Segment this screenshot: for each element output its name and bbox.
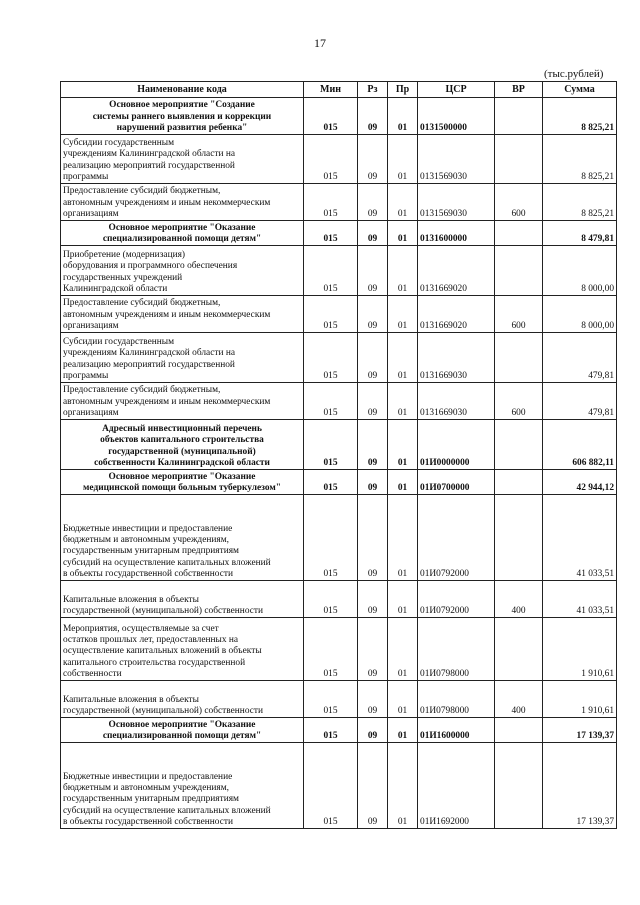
cell-rz: 09	[358, 135, 388, 184]
cell-csr: 01И0798000	[418, 618, 495, 681]
row-label: Субсидии государственным учреждениям Калининградской области на реализацию мероприятий государственной программы	[63, 337, 236, 381]
row-label: Предоставление субсидий бюджетным, автономным учреждениям и иным некоммерческим организациям	[63, 298, 271, 331]
cell-name	[61, 333, 304, 383]
cell-rz: 09	[358, 618, 388, 681]
cell-sum: 41 033,51	[543, 581, 617, 618]
cell-pr: 01	[388, 296, 418, 333]
cell-rz: 09	[358, 718, 388, 743]
cell-vr: 600	[495, 296, 543, 333]
cell-min: 015	[304, 296, 358, 333]
cell-rz: 09	[358, 420, 388, 470]
cell-min: 015	[304, 681, 358, 718]
cell-sum: 8 825,21	[543, 98, 617, 135]
cell-vr	[495, 333, 543, 383]
cell-csr: 0131669020	[418, 246, 495, 296]
cell-name	[61, 743, 304, 829]
cell-min: 015	[304, 420, 358, 470]
cell-sum: 8 825,21	[543, 184, 617, 221]
cell-name	[61, 246, 304, 296]
cell-rz: 09	[358, 383, 388, 420]
cell-csr: 0131669020	[418, 296, 495, 333]
cell-name	[61, 470, 304, 495]
cell-min: 015	[304, 246, 358, 296]
cell-name	[61, 618, 304, 681]
cell-pr: 01	[388, 333, 418, 383]
row-label: Основное мероприятие "Оказание специализированной помощи детям"	[102, 719, 262, 741]
cell-pr: 01	[388, 581, 418, 618]
cell-sum: 479,81	[543, 383, 617, 420]
cell-csr: 01И0798000	[418, 681, 495, 718]
header-name: Наименование кода	[61, 82, 304, 98]
cell-name	[61, 420, 304, 470]
cell-pr: 01	[388, 681, 418, 718]
cell-name	[61, 681, 304, 718]
cell-min: 015	[304, 470, 358, 495]
row-label: Бюджетные инвестиции и предоставление бюджетным и автономным учреждениям, государственным унитарным предприятиям субсидий на осуществление капитальных вложений в объекты государственной собственности	[63, 771, 271, 827]
budget-table	[60, 81, 617, 829]
table-row	[61, 135, 617, 184]
cell-rz: 09	[358, 296, 388, 333]
cell-vr	[495, 718, 543, 743]
cell-min: 015	[304, 98, 358, 135]
cell-pr: 01	[388, 246, 418, 296]
table-row	[61, 184, 617, 221]
table-body	[61, 98, 617, 829]
cell-sum: 41 033,51	[543, 495, 617, 581]
header-vr: ВР	[495, 82, 543, 98]
table-row	[61, 618, 617, 681]
cell-vr: 400	[495, 681, 543, 718]
cell-vr	[495, 98, 543, 135]
cell-vr: 400	[495, 581, 543, 618]
cell-name	[61, 184, 304, 221]
row-label: Предоставление субсидий бюджетным, автономным учреждениям и иным некоммерческим организациям	[63, 385, 271, 418]
cell-pr: 01	[388, 420, 418, 470]
row-label: Приобретение (модернизация) оборудования и программного обеспечения государственных учреждений Калининградской области	[63, 250, 238, 294]
cell-rz: 09	[358, 470, 388, 495]
cell-min: 015	[304, 135, 358, 184]
row-label: Основное мероприятие "Оказание медицинской помощи больным туберкулезом"	[83, 471, 281, 493]
header-sum: Сумма	[543, 82, 617, 98]
table-header-row	[61, 82, 617, 98]
row-label: Предоставление субсидий бюджетным, автономным учреждениям и иным некоммерческим организациям	[63, 186, 271, 219]
cell-name	[61, 296, 304, 333]
cell-vr	[495, 221, 543, 246]
cell-csr: 01И0000000	[418, 420, 495, 470]
row-label: Капитальные вложения в объекты государственной (муниципальной) собственности	[63, 594, 264, 616]
cell-csr: 01И0700000	[418, 470, 495, 495]
cell-rz: 09	[358, 495, 388, 581]
cell-vr	[495, 495, 543, 581]
row-label: Мероприятия, осуществляемые за счет остатков прошлых лет, предоставленных на осуществление капитальных вложений в объекты капитального строительства государственной собственности	[63, 623, 262, 679]
table-row	[61, 495, 617, 581]
cell-rz: 09	[358, 246, 388, 296]
cell-csr: 0131500000	[418, 98, 495, 135]
row-label: Бюджетные инвестиции и предоставление бюджетным и автономным учреждениям, государственным унитарным предприятиям субсидий на осуществление капитальных вложений в объекты государственной собственности	[63, 523, 271, 579]
table-row	[61, 246, 617, 296]
cell-csr: 0131569030	[418, 184, 495, 221]
cell-pr: 01	[388, 135, 418, 184]
cell-rz: 09	[358, 743, 388, 829]
cell-pr: 01	[388, 618, 418, 681]
cell-name	[61, 221, 304, 246]
table-row	[61, 333, 617, 383]
header-min: Мин	[304, 82, 358, 98]
cell-rz: 09	[358, 184, 388, 221]
table-row	[61, 383, 617, 420]
cell-sum: 1 910,61	[543, 618, 617, 681]
cell-csr: 01И1600000	[418, 718, 495, 743]
cell-min: 015	[304, 718, 358, 743]
header-rz: Рз	[358, 82, 388, 98]
cell-name	[61, 495, 304, 581]
cell-vr: 600	[495, 184, 543, 221]
cell-name	[61, 581, 304, 618]
cell-sum: 479,81	[543, 333, 617, 383]
table-row	[61, 470, 617, 495]
row-label: Субсидии государственным учреждениям Калининградской области на реализацию мероприятий государственной программы	[63, 138, 236, 182]
cell-name	[61, 718, 304, 743]
cell-pr: 01	[388, 470, 418, 495]
row-label: Основное мероприятие "Оказание специализированной помощи детям"	[102, 222, 262, 244]
cell-vr	[495, 135, 543, 184]
row-label: Адресный инвестиционный перечень объектов капитального строительства государственной (муниципальной) собственности Калининградской области	[94, 424, 270, 468]
cell-sum: 8 479,81	[543, 221, 617, 246]
cell-pr: 01	[388, 718, 418, 743]
cell-min: 015	[304, 333, 358, 383]
cell-name	[61, 383, 304, 420]
cell-pr: 01	[388, 98, 418, 135]
units-label: (тыс.рублей)	[544, 68, 604, 80]
row-label: Основное мероприятие "Создание системы раннего выявления и коррекции нарушений развития ребенка"	[92, 100, 272, 133]
table-row	[61, 581, 617, 618]
page-number: 17	[314, 36, 326, 50]
cell-pr: 01	[388, 184, 418, 221]
cell-sum: 42 944,12	[543, 470, 617, 495]
cell-min: 015	[304, 618, 358, 681]
cell-csr: 01И0792000	[418, 495, 495, 581]
table-row	[61, 296, 617, 333]
cell-name	[61, 135, 304, 184]
cell-csr: 0131669030	[418, 383, 495, 420]
table-row	[61, 743, 617, 829]
cell-vr	[495, 743, 543, 829]
header-pr: Пр	[388, 82, 418, 98]
cell-csr: 0131600000	[418, 221, 495, 246]
cell-min: 015	[304, 495, 358, 581]
cell-rz: 09	[358, 581, 388, 618]
cell-csr: 0131569030	[418, 135, 495, 184]
cell-pr: 01	[388, 383, 418, 420]
cell-sum: 8 825,21	[543, 135, 617, 184]
row-label: Капитальные вложения в объекты государственной (муниципальной) собственности	[63, 694, 264, 716]
cell-pr: 01	[388, 221, 418, 246]
cell-min: 015	[304, 221, 358, 246]
cell-vr: 600	[495, 383, 543, 420]
cell-pr: 01	[388, 495, 418, 581]
cell-rz: 09	[358, 333, 388, 383]
cell-csr: 0131669030	[418, 333, 495, 383]
table-row	[61, 221, 617, 246]
table-row	[61, 681, 617, 718]
cell-min: 015	[304, 581, 358, 618]
cell-csr: 01И0792000	[418, 581, 495, 618]
table-row	[61, 420, 617, 470]
table-row	[61, 98, 617, 135]
cell-min: 015	[304, 383, 358, 420]
cell-vr	[495, 618, 543, 681]
cell-vr	[495, 246, 543, 296]
cell-vr	[495, 470, 543, 495]
cell-csr: 01И1692000	[418, 743, 495, 829]
cell-pr: 01	[388, 743, 418, 829]
table-row	[61, 718, 617, 743]
cell-min: 015	[304, 184, 358, 221]
cell-name	[61, 98, 304, 135]
cell-rz: 09	[358, 221, 388, 246]
cell-rz: 09	[358, 98, 388, 135]
cell-sum: 8 000,00	[543, 296, 617, 333]
cell-vr	[495, 420, 543, 470]
cell-sum: 17 139,37	[543, 743, 617, 829]
cell-min: 015	[304, 743, 358, 829]
header-csr: ЦСР	[418, 82, 495, 98]
cell-sum: 606 882,11	[543, 420, 617, 470]
cell-sum: 1 910,61	[543, 681, 617, 718]
cell-sum: 8 000,00	[543, 246, 617, 296]
cell-sum: 17 139,37	[543, 718, 617, 743]
cell-rz: 09	[358, 681, 388, 718]
